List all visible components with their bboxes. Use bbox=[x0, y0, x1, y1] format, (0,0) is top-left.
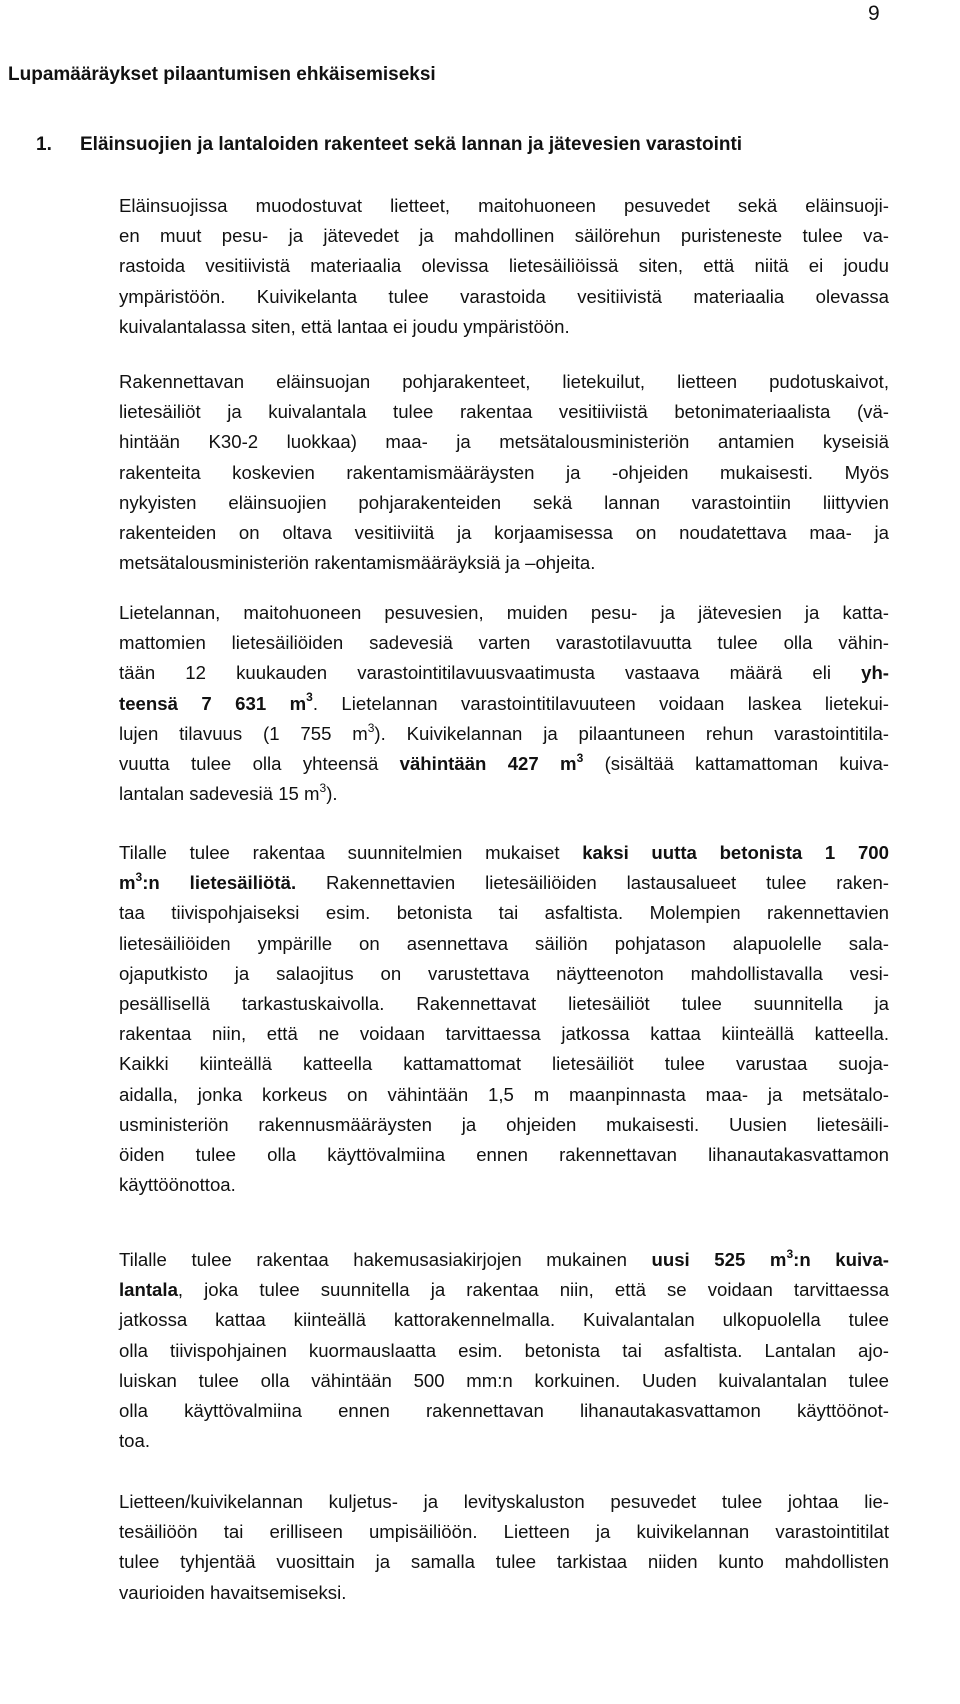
text-line: Tilalle tulee rakentaa suunnitelmien mukaiset kaksi uutta betonista 1 700 bbox=[119, 842, 889, 863]
text-line: tään 12 kuukauden varastointitilavuusvaatimusta vastaava määrä eli yh- bbox=[119, 662, 889, 684]
text-line: Eläinsuojissa muodostuvat lietteet, maitohuoneen pesuvedet sekä eläinsuoji- bbox=[119, 195, 889, 216]
main-heading: Lupamääräykset pilaantumisen ehkäisemiseksi bbox=[8, 64, 436, 85]
text-line: rakentaa niin, että ne voidaan tarvittaessa jatkossa kattaa kiinteällä katteella. bbox=[119, 1023, 889, 1045]
text-line: luiskan tulee olla vähintään 500 mm:n korkuinen. Uuden kuivalantalan tulee bbox=[119, 1369, 889, 1391]
text-line: Lietelannan, maitohuoneen pesuvesien, muiden pesu- ja jätevesien ja katta- bbox=[119, 602, 889, 623]
paragraph-storage-volume bbox=[119, 598, 889, 809]
text-line: jatkossa kattaa kiinteällä kattorakennelmalla. Kuivalantalan ulkopuolella tulee bbox=[119, 1309, 889, 1331]
text-line: rakenteita koskevien rakentamismääräysten ja -ohjeiden mukaisesti. Myös bbox=[119, 461, 889, 483]
text-line: kuivalantalassa siten, että lantaa ei joudu ympäristöön. bbox=[119, 315, 570, 337]
paragraph-equipment-washing bbox=[119, 1487, 889, 1608]
text-line: lantalan sadevesiä 15 $m^3$). bbox=[119, 781, 338, 805]
text-line: Lietteen/kuivikelannan kuljetus- ja levityskaluston pesuvedet tulee johtaa lie- bbox=[119, 1491, 889, 1512]
text-line: Kaikki kiinteällä katteella kattamattomat lietesäiliöt tulee varustaa suoja- bbox=[119, 1053, 889, 1075]
text-line: öiden tulee olla käyttövalmiina ennen rakennettavan lihanautakasvattamon bbox=[119, 1144, 889, 1166]
text-line: tesäiliöön tai erilliseen umpisäiliöön. Lietteen ja kuivikelannan varastointitilat bbox=[119, 1521, 889, 1543]
text-line: teensä 7 631 $m^3$. Lietelannan varastointitilavuuteen voidaan laskea lietekui- bbox=[119, 690, 889, 714]
text-line: vuutta tulee olla yhteensä vähintään 427 $m^3$ (sisältää kattamattoman kuiva- bbox=[119, 750, 889, 775]
text-line: usministeriön rakennusmääräysten ja ohjeiden mukaisesti. Uusien lietesäili- bbox=[119, 1113, 889, 1135]
section-number: 1. bbox=[36, 134, 52, 155]
text-line: lujen tilavuus (1 755 $m^3$). Kuivikelannan ja pilaantuneen rehun varastointitila- bbox=[119, 720, 889, 744]
text-line: pesällisellä tarkastuskaivolla. Rakennettavat lietesäiliöt tulee suunnitella ja bbox=[119, 993, 889, 1015]
text-line: olla tiivispohjainen kuormauslaatta esim. betonista tai asfaltista. Lantalan ajo- bbox=[119, 1339, 889, 1361]
paragraph-structures bbox=[119, 367, 889, 578]
text-line: Tilalle tulee rakentaa hakemusasiakirjojen mukainen uusi 525 $m^3:n$ kuiva- bbox=[119, 1246, 889, 1270]
text-line: tulee tyhjentää vuosittain ja samalla tulee tarkistaa niiden kunto mahdollisten bbox=[119, 1551, 889, 1573]
text-line: rastoida vesitiivistä materiaalia olevissa lietesäiliöissä siten, että niitä ei joudu bbox=[119, 255, 889, 277]
text-line: mattomien lietesäiliöiden sadevesiä varten varastotilavuutta tulee olla vähin- bbox=[119, 632, 889, 654]
text-line: käyttöönottoa. bbox=[119, 1174, 236, 1196]
text-line: vaurioiden havaitsemiseksi. bbox=[119, 1581, 347, 1603]
text-line: lietesäiliöt ja kuivalantala tulee rakentaa vesitiiviistä betonimateriaalista (vä- bbox=[119, 401, 889, 423]
text-line: lietesäiliöiden ympärille on asennettava säiliön pohjatason alapuolelle sala- bbox=[119, 932, 889, 954]
paragraph-dry-manure-storage bbox=[119, 1245, 889, 1456]
text-line: en muut pesu- ja jätevedet ja mahdollinen säilörehun puristeneste tulee va- bbox=[119, 225, 889, 247]
text-line: toa. bbox=[119, 1430, 151, 1452]
section-heading bbox=[36, 134, 742, 156]
page-number: 9 bbox=[868, 2, 880, 25]
paragraph-slurry-tanks bbox=[119, 838, 889, 1200]
text-line: ojaputkisto ja salaojitus on varustettava näytteenoton mahdollistavalla vesi- bbox=[119, 962, 889, 984]
paragraph-waste-storage bbox=[119, 191, 889, 342]
text-line: aidalla, jonka korkeus on vähintään 1,5 m maanpinnasta maa- ja metsätalo- bbox=[119, 1083, 889, 1105]
text-line: olla käyttövalmiina ennen rakennettavan lihanautakasvattamon käyttöönot- bbox=[119, 1400, 889, 1422]
text-line: hintään K30-2 luokkaa) maa- ja metsätalousministeriön antamien kyseisiä bbox=[119, 431, 889, 453]
text-line: rakenteiden on oltava vesitiiviitä ja korjaamisessa on noudatettava maa- ja bbox=[119, 522, 889, 544]
section-title: Eläinsuojien ja lantaloiden rakenteet sekä lannan ja jätevesien varastointi bbox=[80, 134, 743, 155]
text-line: metsätalousministeriön rakentamismääräyksiä ja –ohjeita. bbox=[119, 552, 596, 574]
text-line: Rakennettavan eläinsuojan pohjarakenteet, lietekuilut, lietteen pudotuskaivot, bbox=[119, 371, 889, 392]
text-line: taa tiivispohjaiseksi esim. betonista tai asfaltista. Molempien rakennettavien bbox=[119, 902, 889, 924]
text-line: nykyisten eläinsuojien pohjarakenteiden sekä lannan varastointiin liittyvien bbox=[119, 491, 889, 513]
text-line: lantala, joka tulee suunnitella ja rakentaa niin, että se voidaan tarvittaessa bbox=[119, 1279, 889, 1301]
text-line: $m^3:n$ lietesäiliötä. Rakennettavien lietesäiliöiden lastausalueet tulee raken- bbox=[119, 870, 889, 894]
text-line: ympäristöön. Kuivikelanta tulee varastoida vesitiivistä materiaalia olevassa bbox=[119, 285, 889, 307]
